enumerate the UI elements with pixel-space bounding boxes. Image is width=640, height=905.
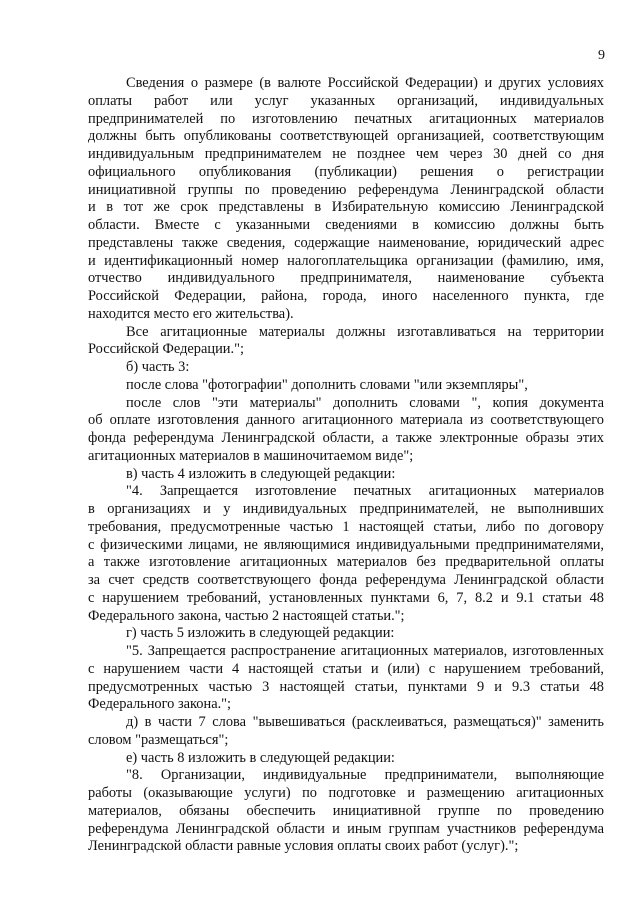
text-line: Российской Федерации."; — [88, 341, 244, 358]
text-line: е) часть 8 изложить в следующей редакции: — [126, 749, 395, 766]
text-line: д) в части 7 слова "вывешиваться (расклеиваться, размещаться)" заменить — [126, 714, 604, 730]
text-line: и в тот же срок представлены в Избирательную комиссию Ленинградской — [88, 199, 604, 216]
text-line: находится место его жительства). — [88, 305, 294, 322]
text-line: Ленинградской области равные условия оплаты своих работ (услуг)."; — [88, 838, 519, 855]
text-line: инициативной группы по проведению референдума Ленинградской области — [88, 181, 604, 198]
text-line: требования, предусмотренные частью 1 настоящей статьи, либо по договору — [88, 518, 604, 535]
text-line: а также изготовление агитационных материалов без предварительной оплаты — [88, 554, 604, 571]
text-line: и идентификационный номер налогоплательщика организации (фамилию, имя, — [88, 252, 604, 269]
text-line: после слов "эти материалы" дополнить словами ", копия документа — [126, 394, 604, 411]
text-line: референдума Ленинградской области и иным группам участников референдума — [88, 820, 604, 837]
text-line: индивидуальным предпринимателем не позднее чем через 30 дней со дня — [88, 146, 604, 162]
text-line: после слова "фотографии" дополнить словами "или экземпляры", — [126, 376, 528, 393]
text-line: официального опубликования (публикации) решения о регистрации — [88, 163, 604, 180]
text-line: Российской Федерации, района, города, иного населенного пункта, где — [88, 288, 604, 304]
text-line: "5. Запрещается распространение агитационных материалов, изготовленных — [126, 643, 604, 659]
text-line: предпринимателей по изготовлению печатных агитационных материалов — [88, 110, 604, 127]
text-line: фонда референдума Ленинградской области, а также электронные образы этих — [88, 430, 604, 446]
document-body — [88, 75, 604, 856]
text-line: представлены также сведения, содержащие наименование, юридический адрес — [88, 234, 604, 251]
page-number: 9 — [598, 48, 605, 63]
text-line: г) часть 5 изложить в следующей редакции: — [126, 625, 395, 642]
text-line: агитационных материалов в машиночитаемом виде"; — [88, 447, 414, 464]
text-line: Все агитационные материалы должны изготавливаться на территории — [126, 323, 604, 340]
text-line: работы (оказывающие услуги) по подготовке и размещению агитационных — [88, 785, 604, 801]
text-line: словом "размещаться"; — [88, 731, 229, 748]
text-line: должны быть опубликованы соответствующей организацией, соответствующим — [88, 128, 604, 145]
text-line: Федерального закона."; — [88, 696, 232, 713]
text-line: в организациях и у индивидуальных предпринимателей, не выполнивших — [88, 501, 604, 517]
text-line: отчество индивидуального предпринимателя, наименование субъекта — [88, 270, 604, 287]
text-line: с физическими лицами, не являющимися индивидуальными предпринимателями, — [88, 536, 604, 553]
text-line: с нарушением части 4 настоящей статьи и (или) с нарушением требований, — [88, 660, 604, 677]
text-line: предусмотренных частью 3 настоящей статьи, пунктами 9 и 9.3 статьи 48 — [88, 678, 604, 695]
text-line: с нарушением требований, установленных пунктами 6, 7, 8.2 и 9.1 статьи 48 — [88, 589, 604, 606]
text-line: Федерального закона, частью 2 настоящей статьи."; — [88, 607, 405, 624]
text-line: оплаты работ или услуг указанных организаций, индивидуальных — [88, 92, 604, 109]
text-line: "8. Организации, индивидуальные предприниматели, выполняющие — [126, 767, 604, 784]
text-line: Сведения о размере (в валюте Российской Федерации) и других условиях — [126, 75, 604, 91]
text-line: "4. Запрещается изготовление печатных агитационных материалов — [126, 483, 604, 500]
text-line: б) часть 3: — [126, 359, 190, 375]
text-line: в) часть 4 изложить в следующей редакции: — [126, 465, 396, 482]
text-line: об оплате изготовления данного агитационного материала из соответствующего — [88, 412, 604, 429]
text-line: материалов, обязаны обеспечить инициативной группе по проведению — [88, 802, 604, 819]
text-line: за счет средств соответствующего фонда референдума Ленинградской области — [88, 572, 604, 588]
text-line: области. Вместе с указанными сведениями в комиссию должны быть — [88, 217, 604, 233]
